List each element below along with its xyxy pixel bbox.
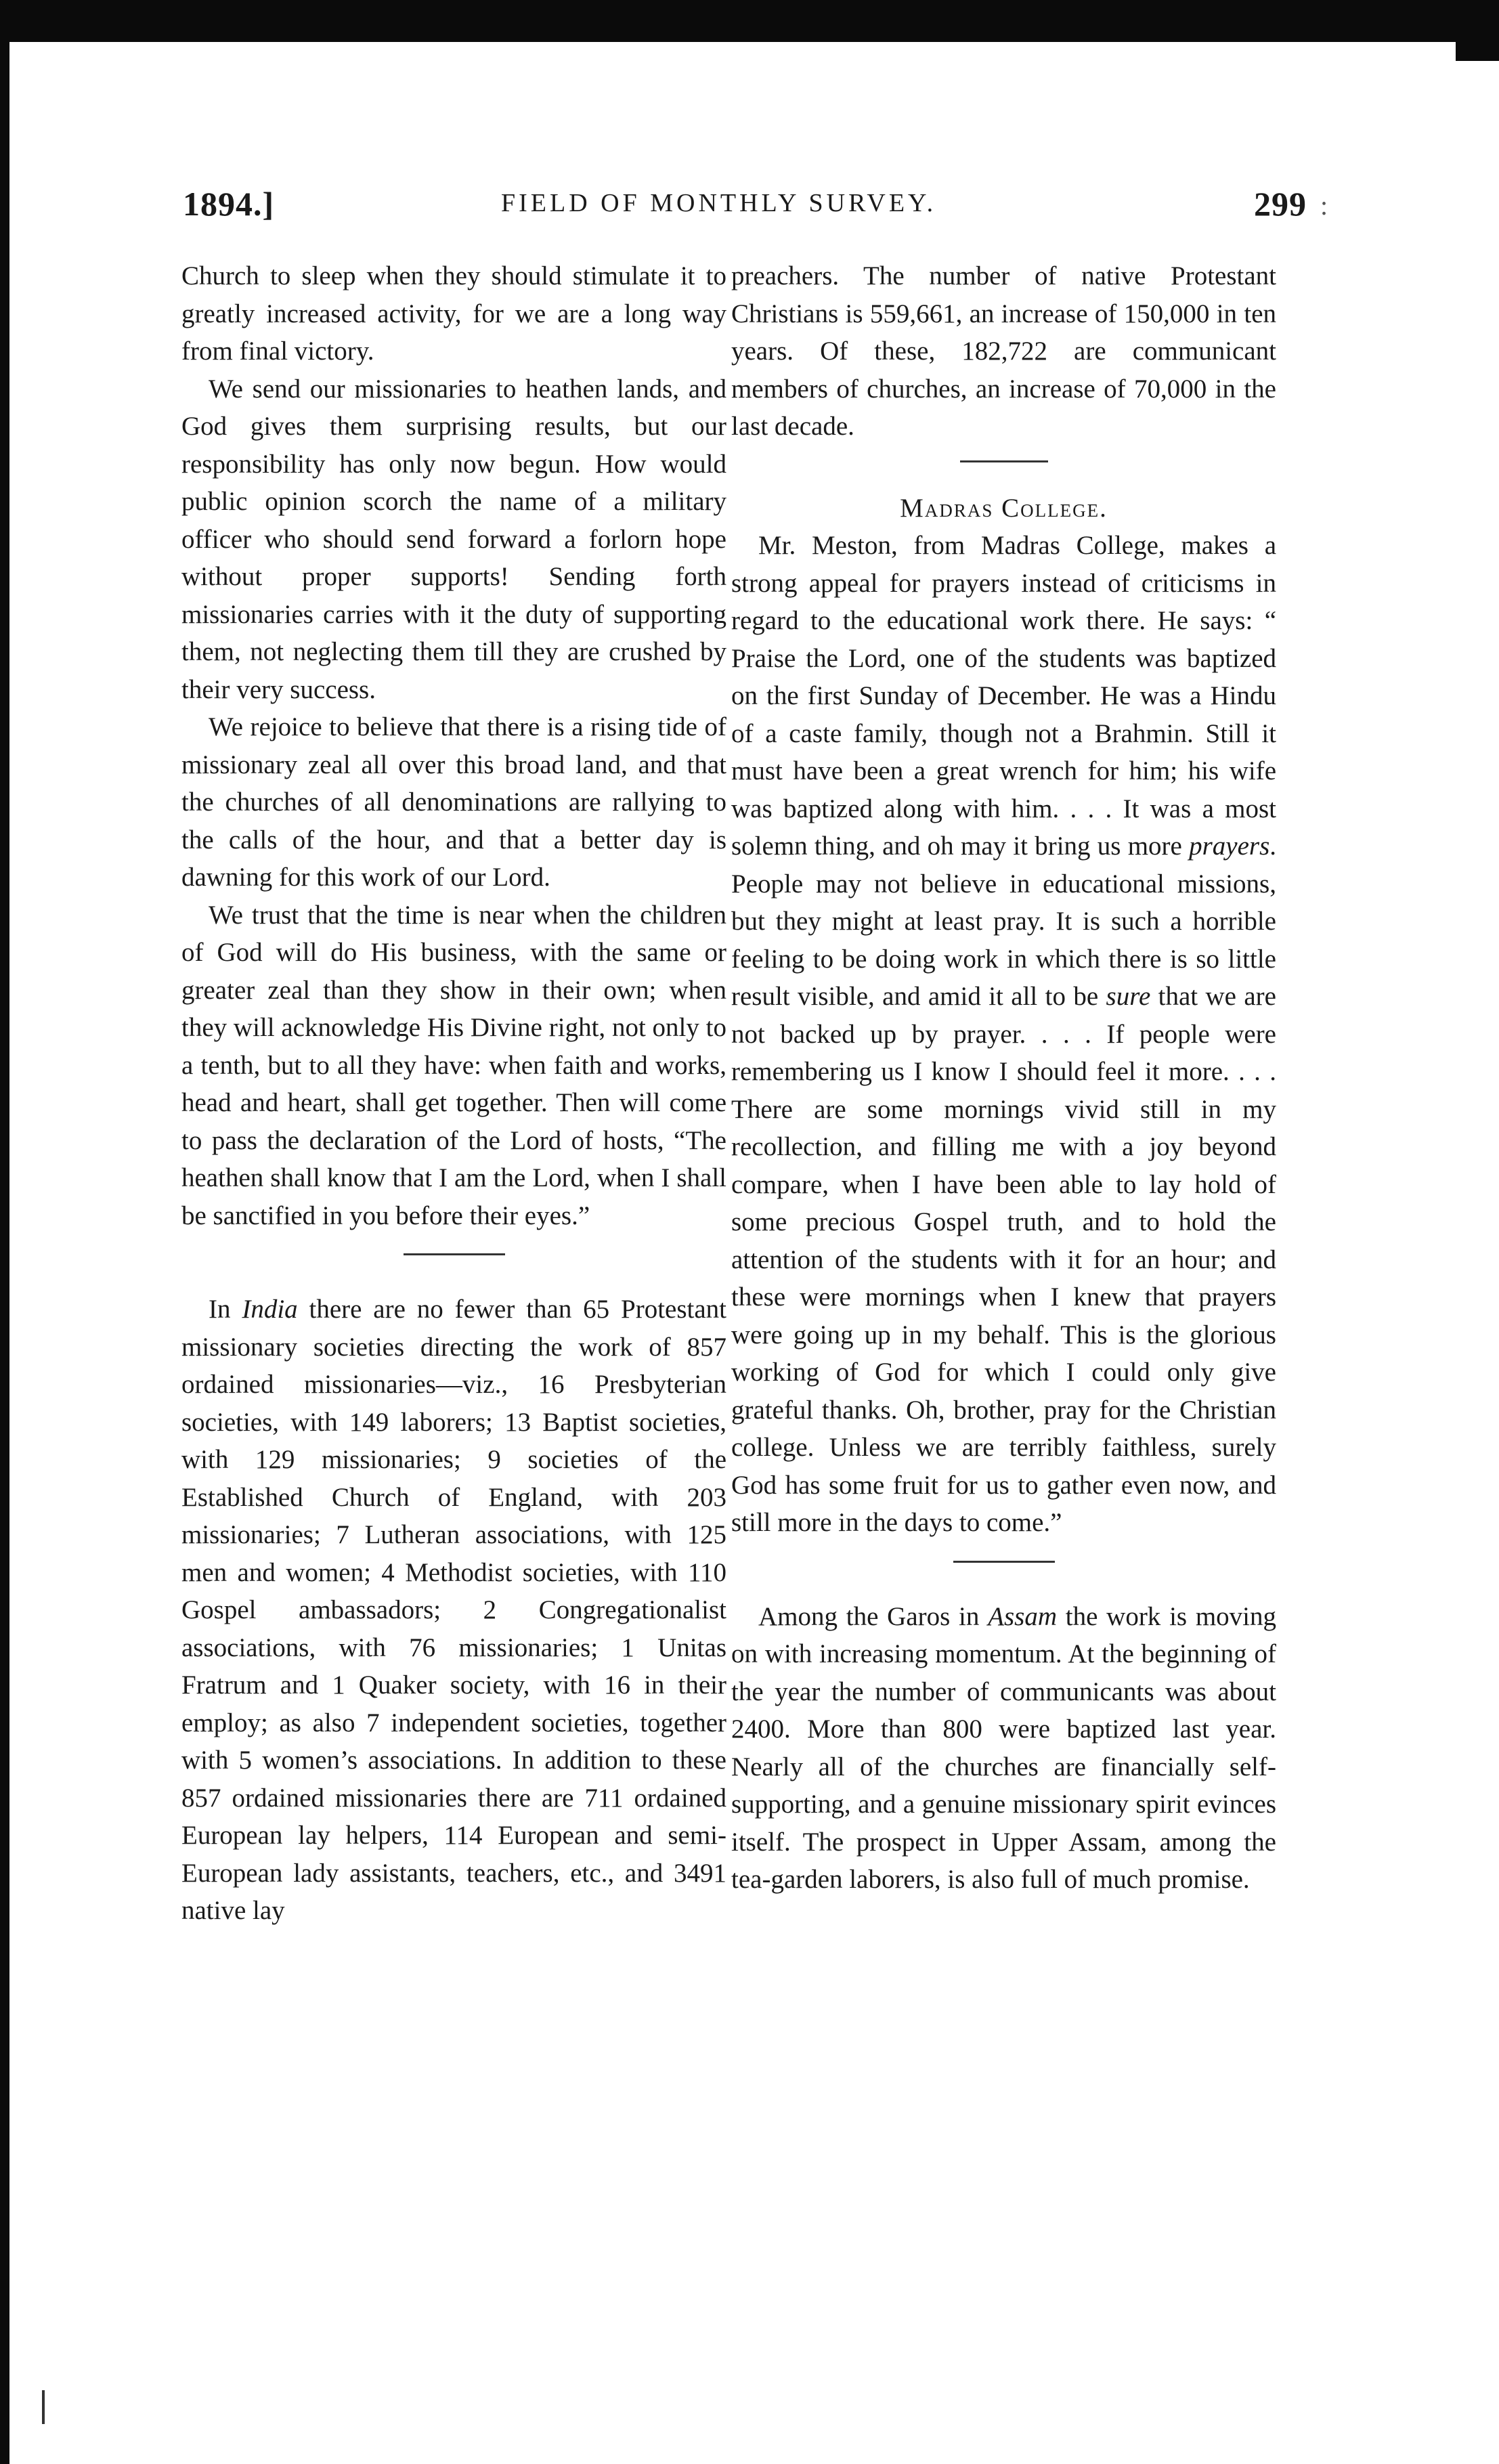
left-para-3: We rejoice to believe that there is a rising tide of missionary zeal all over this broad land, and that the churches of all denominations are rallying to the calls of the hour, and that a better day is dawning for this work of our Lord.	[181, 712, 726, 892]
left-para-5	[181, 1291, 726, 1930]
running-title: FIELD OF MONTHLY SURVEY.	[501, 189, 937, 217]
right-para-1: preachers. The number of native Protestant Christians is 559,661, an increase of 150,000 in ten years. Of these, 182,722 are communicant members of churches, an increase of 70,000 in the last decade.	[731, 261, 1276, 441]
section-divider-right-2	[953, 1561, 1055, 1563]
meston-text-c: that we are not backed up by prayer. . . . If people were remembering us I know I should feel it more. . . . There are some mornings vivid still in my recollection, and filling me with a joy beyond compare, when I have been able to lay hold of some precious Gospel truth, and to hold the attention of the students with it for an hour; and these were mornings when I knew that prayers were going up in my behalf. This is the glorious working of God for which I could only give grateful thanks. Oh, brother, pray for the Christian college. Unless we are terribly faithless, surely God has some fruit for us to gather even now, and still more in the days to come.”	[731, 982, 1276, 1537]
section-divider-right	[960, 460, 1048, 462]
india-lead: In	[209, 1295, 242, 1324]
scan-border-top	[0, 0, 1499, 34]
page-number: 299	[1254, 185, 1307, 223]
left-para-1: Church to sleep when they should stimulate it to greatly increased activity, for we are a long way from final victory.	[181, 261, 726, 366]
meston-italic-sure: sure	[1106, 982, 1151, 1011]
meston-text-b: . People may not believe in educational missions, but they might at least pray. It is such a horrible feeling to be doing work in which there is so little result visible, and amid it all to be	[731, 831, 1276, 1011]
right-column	[731, 257, 1276, 1899]
scan-border-right	[1456, 34, 1499, 61]
garos-lead: Among the Garos in	[758, 1601, 989, 1631]
india-italic: India	[242, 1295, 298, 1324]
scan-border-left	[0, 34, 9, 2464]
margin-mark: :	[1320, 190, 1328, 221]
meston-italic-prayers: prayers	[1189, 831, 1270, 861]
margin-tick	[42, 2390, 45, 2424]
meston-text-a: Mr. Meston, from Madras College, makes a strong appeal for prayers instead of criticisms in regard to the educational work there. He says: “ Praise the Lord, one of the students was baptized on the first Sunday of December. He was a Hindu of a caste family, though not a Brahmin. Still it must have been a great wrench for him; his wife was baptized along with him. . . . It was a most solemn thing, and oh may it bring us more	[731, 531, 1276, 861]
garos-text: the work is moving on with increasing momentum. At the beginning of the year the number of communicants was about 2400. More than 800 were baptized last year. Nearly all of the churches are financially self-supporting, and a genuine missionary spirit evinces itself. The prospect in Upper Assam, among the tea-garden laborers, is also full of much promise.	[731, 1601, 1277, 1894]
scan-border-top-inner	[0, 34, 1456, 42]
left-para-4: We trust that the time is near when the children of God will do His business, with the same or greater zeal than they show in their own; when they will acknowledge His Divine right, not only to a tenth, but to all they have: when faith and works, head and heart, shall get together. Then will come to pass the declaration of the Lord of hosts, “The heathen shall know that I am the Lord, when I shall be sanctified in you before their eyes.”	[181, 900, 726, 1230]
india-text: there are no fewer than 65 Protestant missionary societies directing the work of 857 ordained missionaries—viz., 16 Presbyterian societies, with 149 laborers; 13 Baptist societies, with 129 missionaries; 9 societies of the Established Church of England, with 203 missionaries; 7 Lutheran associations, with 125 men and women; 4 Methodist societies, with 110 Gospel ambassadors; 2 Congregationalist associations, with 76 missionaries; 1 Unitas Fratrum and 1 Quaker society, with 16 in their employ; as also 7 independent societies, together with 5 women’s associations. In addition to these 857 ordained missionaries there are 711 ordained European lay helpers, 114 European and semi-European lady assistants, teachers, etc., and 3491 native lay	[181, 1295, 727, 1925]
assam-italic: Assam	[988, 1601, 1057, 1631]
right-para-3	[731, 1598, 1276, 1899]
right-para-2	[731, 527, 1276, 1542]
header-year: 1894.]	[183, 185, 275, 223]
left-column	[181, 257, 726, 1930]
section-heading: Madras College.	[900, 493, 1108, 523]
section-divider	[404, 1253, 505, 1255]
page-header	[183, 184, 1307, 232]
left-para-2: We send our missionaries to heathen lands, and God gives them surprising results, but our responsibility has only now begun. How would public opinion scorch the name of a military officer who should send forward a forlorn hope without proper supports! Sending forth missionaries carries with it the duty of supporting them, not neglecting them till they are crushed by their very success.	[181, 374, 726, 704]
